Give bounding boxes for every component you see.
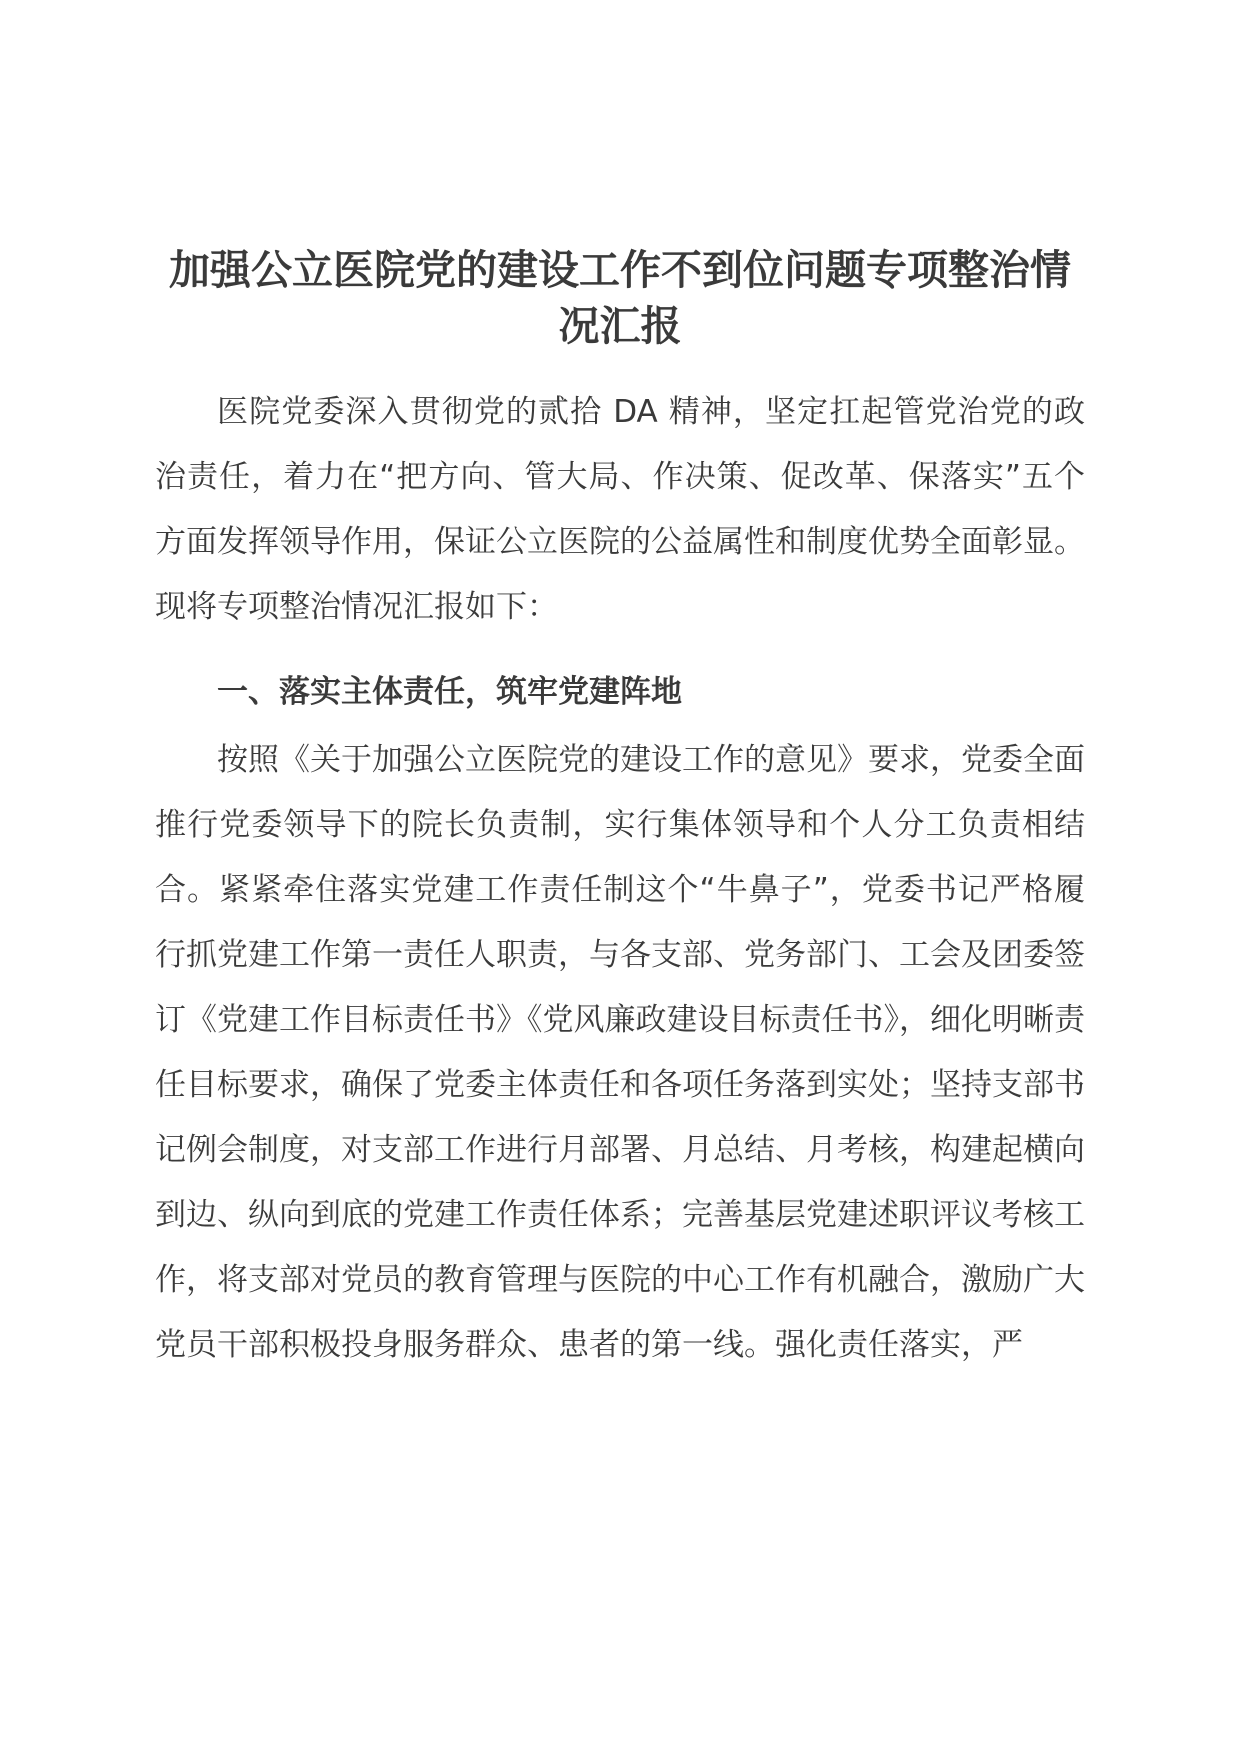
section-heading: 一、落实主体责任，筑牢党建阵地 [217, 674, 682, 710]
section-paragraph: 按照《关于加强公立医院党的建设工作的意见》要求，党委全面推行党委领导下的院长负责制，实行集体领导和个人分工负责相结合。紧紧牵住落实党建工作责任制这个“牛鼻子”，党委书记严格履行抓党建工作第一责任人职责，与各支部、党务部门、工会及团委签订《党建工作目标责任书》《党风廉政建设目标责任书》，细化明晰责任目标要求，确保了党委主体责任和各项任务落到实处；坚持支部书记例会制度，对支部工作进行月部署、月总结、月考核，构建起横向到边、纵向到底的党建工作责任体系；完善基层党建述职评议考核工作，将支部对党员的教育管理与医院的中心工作有机融合，激励广大党员干部积极投身服务群众、患者的第一线。强化责任落实，严 [155, 742, 1085, 1363]
intro-paragraph: 医院党委深入贯彻党的贰拾 DA 精神，坚定扛起管党治党的政治责任，着力在“把方向、管大局、作决策、促改革、保落实”五个方面发挥领导作用，保证公立医院的公益属性和制度优势全面彰显。现将专项整治情况汇报如下： [155, 394, 1085, 625]
document-title: 加强公立医院党的建设工作不到位问题专项整治情况汇报 [169, 246, 1071, 350]
